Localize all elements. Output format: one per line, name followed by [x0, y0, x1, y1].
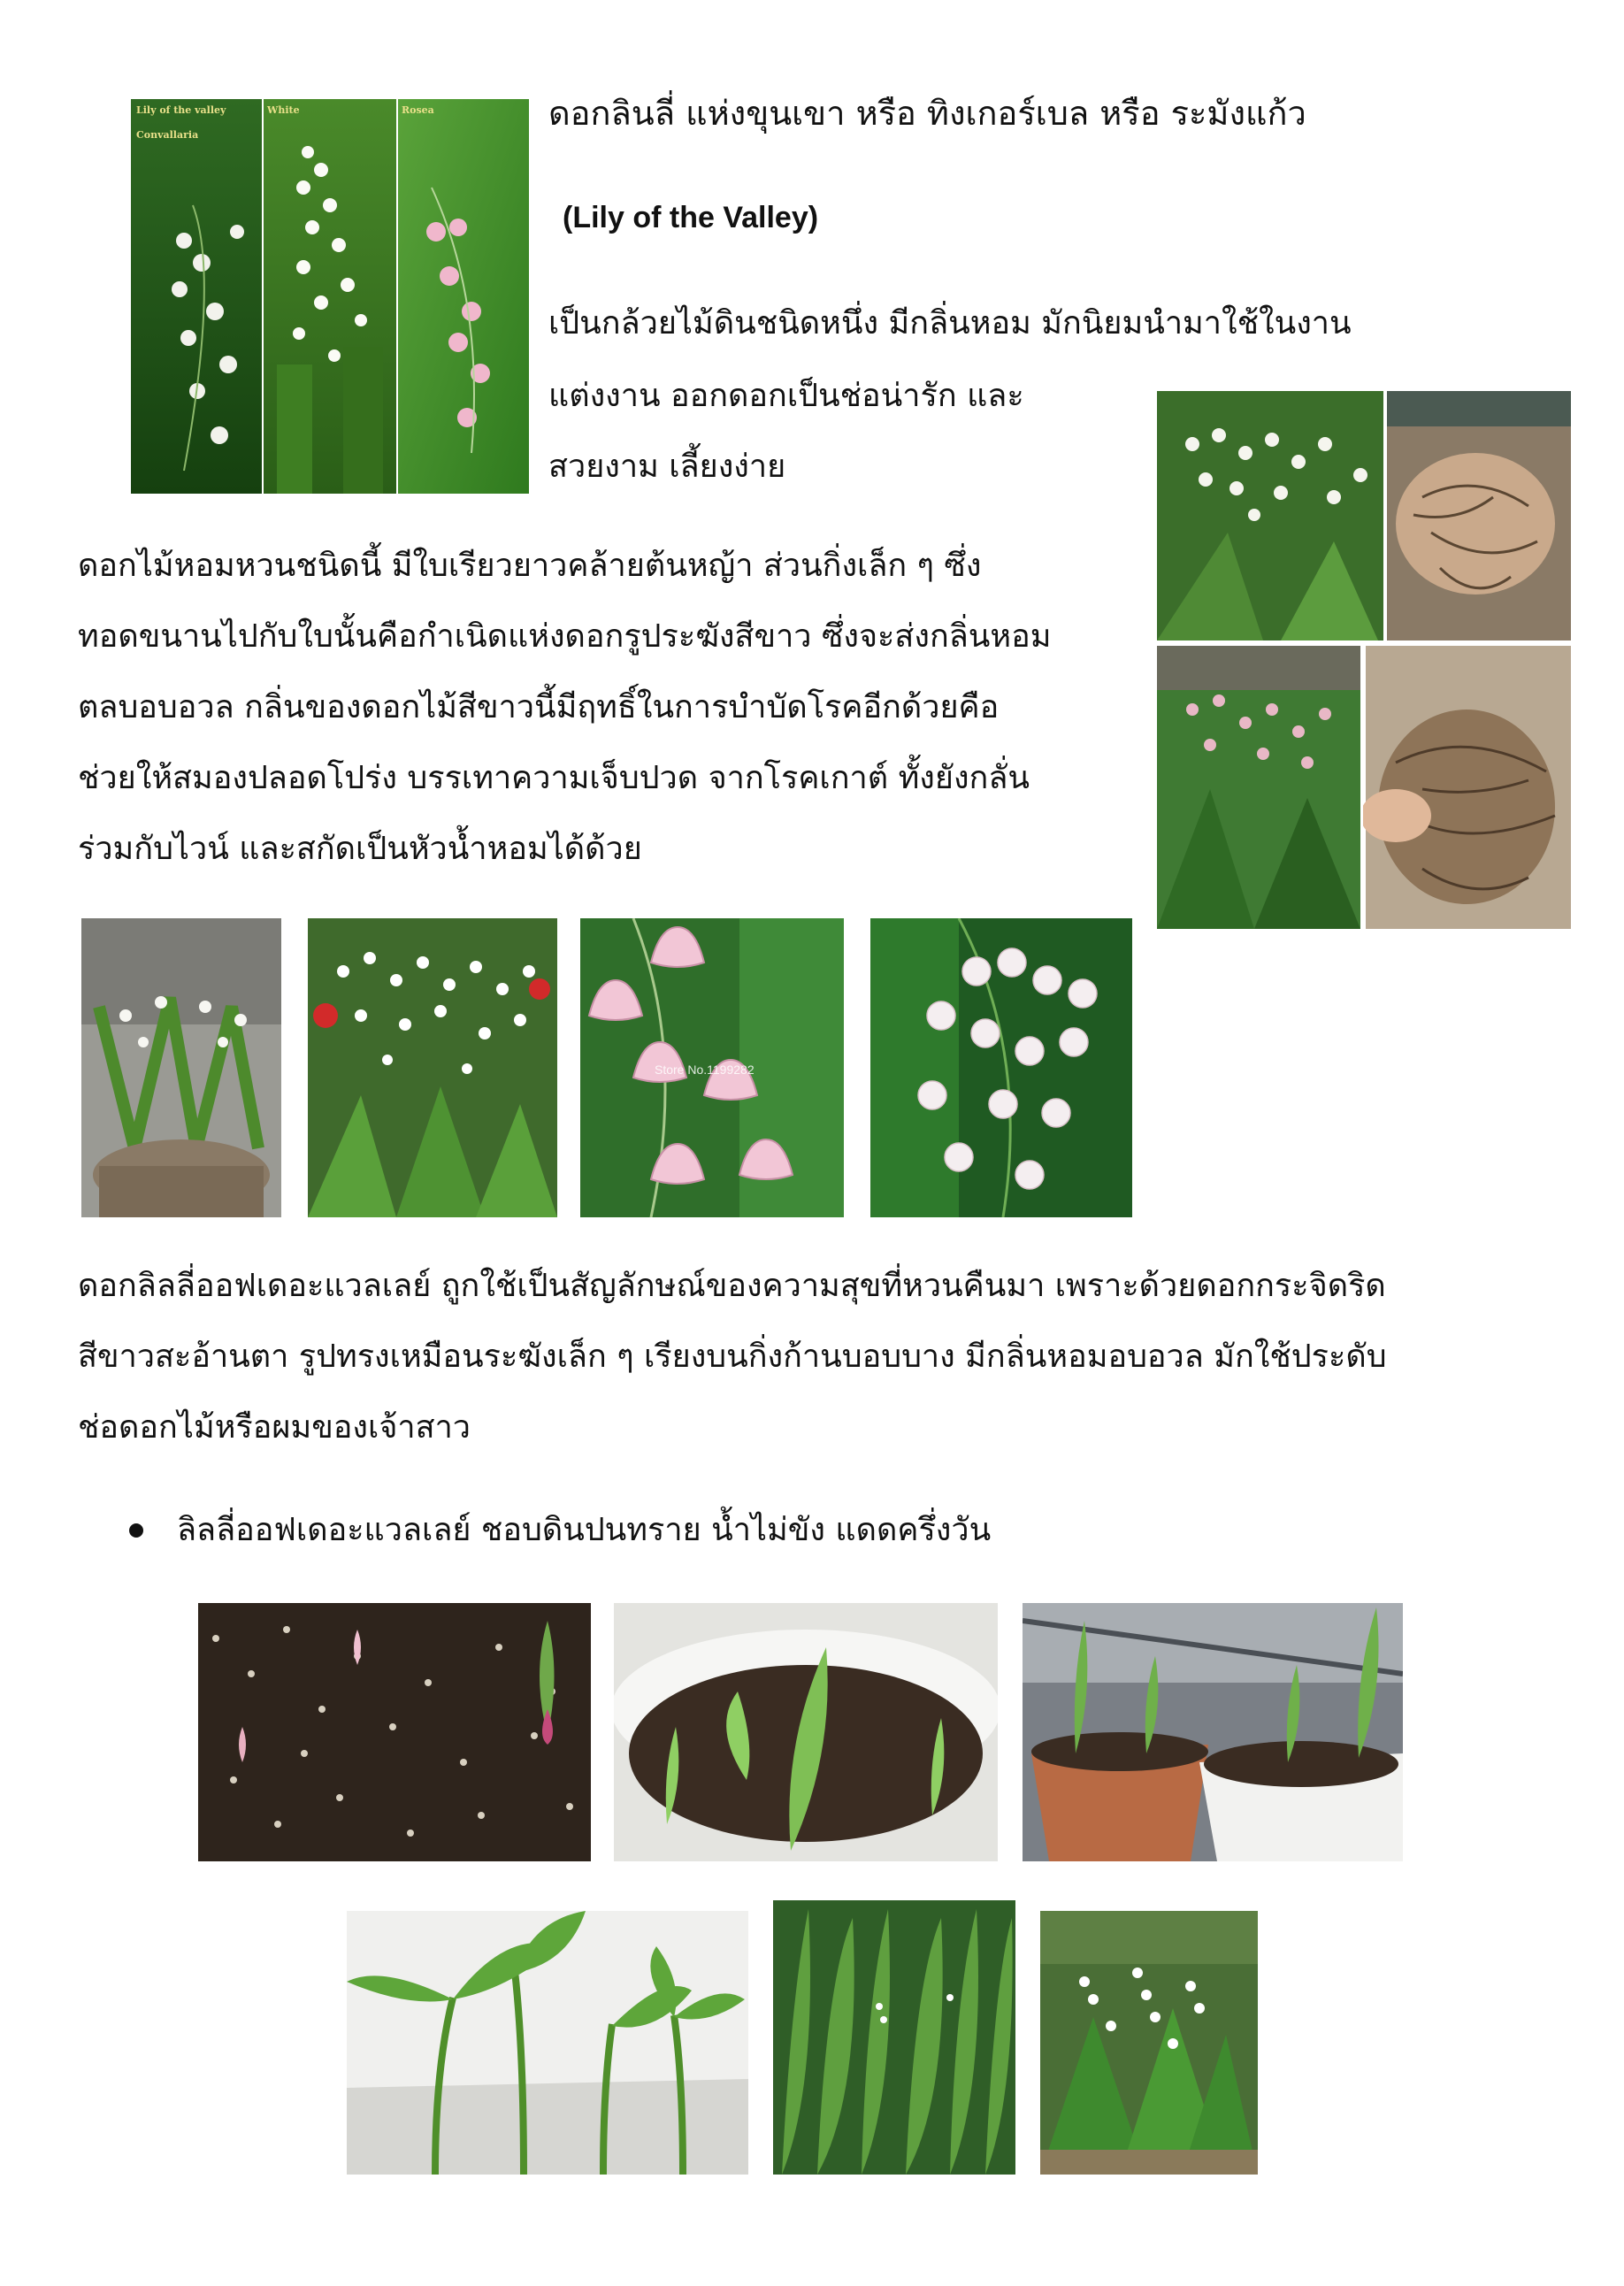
triptych-label-white: White: [267, 104, 300, 116]
photo-sprouts-soil: [198, 1603, 591, 1861]
triptych-label-lily: Lily of the valley: [136, 104, 226, 116]
english-subtitle: (Lily of the Valley): [563, 201, 819, 234]
intro-line-2: แต่งงาน ออกดอกเป็นช่อน่ารัก และ: [548, 378, 1024, 414]
photo-grid: [1157, 391, 1571, 929]
bullet-dot: [129, 1523, 143, 1538]
bullet-text: ลิลลี่ออฟเดอะแวลเลย์ ชอบดินปนทราย น้ำไม่ขัง แดดครึ่งวัน: [177, 1512, 992, 1548]
paragraph-2-line-3: ช่อดอกไม้หรือผมของเจ้าสาว: [78, 1409, 471, 1446]
photo-pink-bells: [580, 918, 844, 1217]
intro-line-3: สวยงาม เลี้ยงง่าย: [548, 449, 786, 485]
photo-mature-plant: [1040, 1911, 1258, 2175]
paragraph-1-line-1: ดอกไม้หอมหวนชนิดนี้ มีใบเรียวยาวคล้ายต้นหญ้า ส่วนกิ่งเล็ก ๆ ซึ่ง: [78, 548, 982, 584]
triptych-label-rosea: Rosea: [402, 104, 434, 116]
paragraph-1-line-5: ร่วมกับไวน์ และสกัดเป็นหัวน้ำหอมได้ด้วย: [78, 831, 642, 867]
paragraph-1-line-4: ช่วยให้สมองปลอดโปร่ง บรรเทาความเจ็บปวด จากโรคเกาต์ ทั้งยังกลั่น: [78, 760, 1030, 796]
paragraph-2-line-2: สีขาวสะอ้านตา รูปทรงเหมือนระฆังเล็ก ๆ เรียงบนกิ่งก้านบอบบาง มีกลิ่นหอมอบอวล มักใช้ประดับ: [78, 1339, 1387, 1375]
paragraph-1-line-2: ทอดขนานไปกับใบนั้นคือกำเนิดแห่งดอกรูประฆังสีขาว ซึ่งจะส่งกลิ่นหอม: [78, 618, 1052, 655]
triptych-label-convallaria: Convallaria: [136, 129, 199, 141]
photo-white-bells-closeup: [870, 918, 1132, 1217]
paragraph-2-line-1: ดอกลิลลี่ออฟเดอะแวลเลย์ ถูกใช้เป็นสัญลักษณ์ของความสุขที่หวนคืนมา เพราะด้วยดอกกระจิดริด: [78, 1268, 1386, 1304]
photo-young-shoots: [347, 1911, 748, 2175]
photo-sprouts-two-pots: [1023, 1603, 1403, 1861]
photo-white-bush: [308, 918, 557, 1217]
page-title: ดอกลินลี่ แห่งขุนเขา หรือ ทิงเกอร์เบล หรือ ระมังแก้ว: [548, 94, 1306, 133]
triptych-image: [131, 99, 529, 494]
watermark: Store No.1199282: [655, 1062, 755, 1077]
photo-sprouts-white-pot: [614, 1603, 998, 1861]
photo-pot-white: [81, 918, 281, 1217]
photo-leaves-bed: [773, 1900, 1015, 2175]
intro-line-1: เป็นกล้วยไม้ดินชนิดหนึ่ง มีกลิ่นหอม มักนิยมนำมาใช้ในงาน: [548, 305, 1352, 341]
paragraph-1-line-3: ตลบอบอวล กลิ่นของดอกไม้สีขาวนี้มีฤทธิ์ในการบำบัดโรคอีกด้วยคือ: [78, 689, 1000, 725]
